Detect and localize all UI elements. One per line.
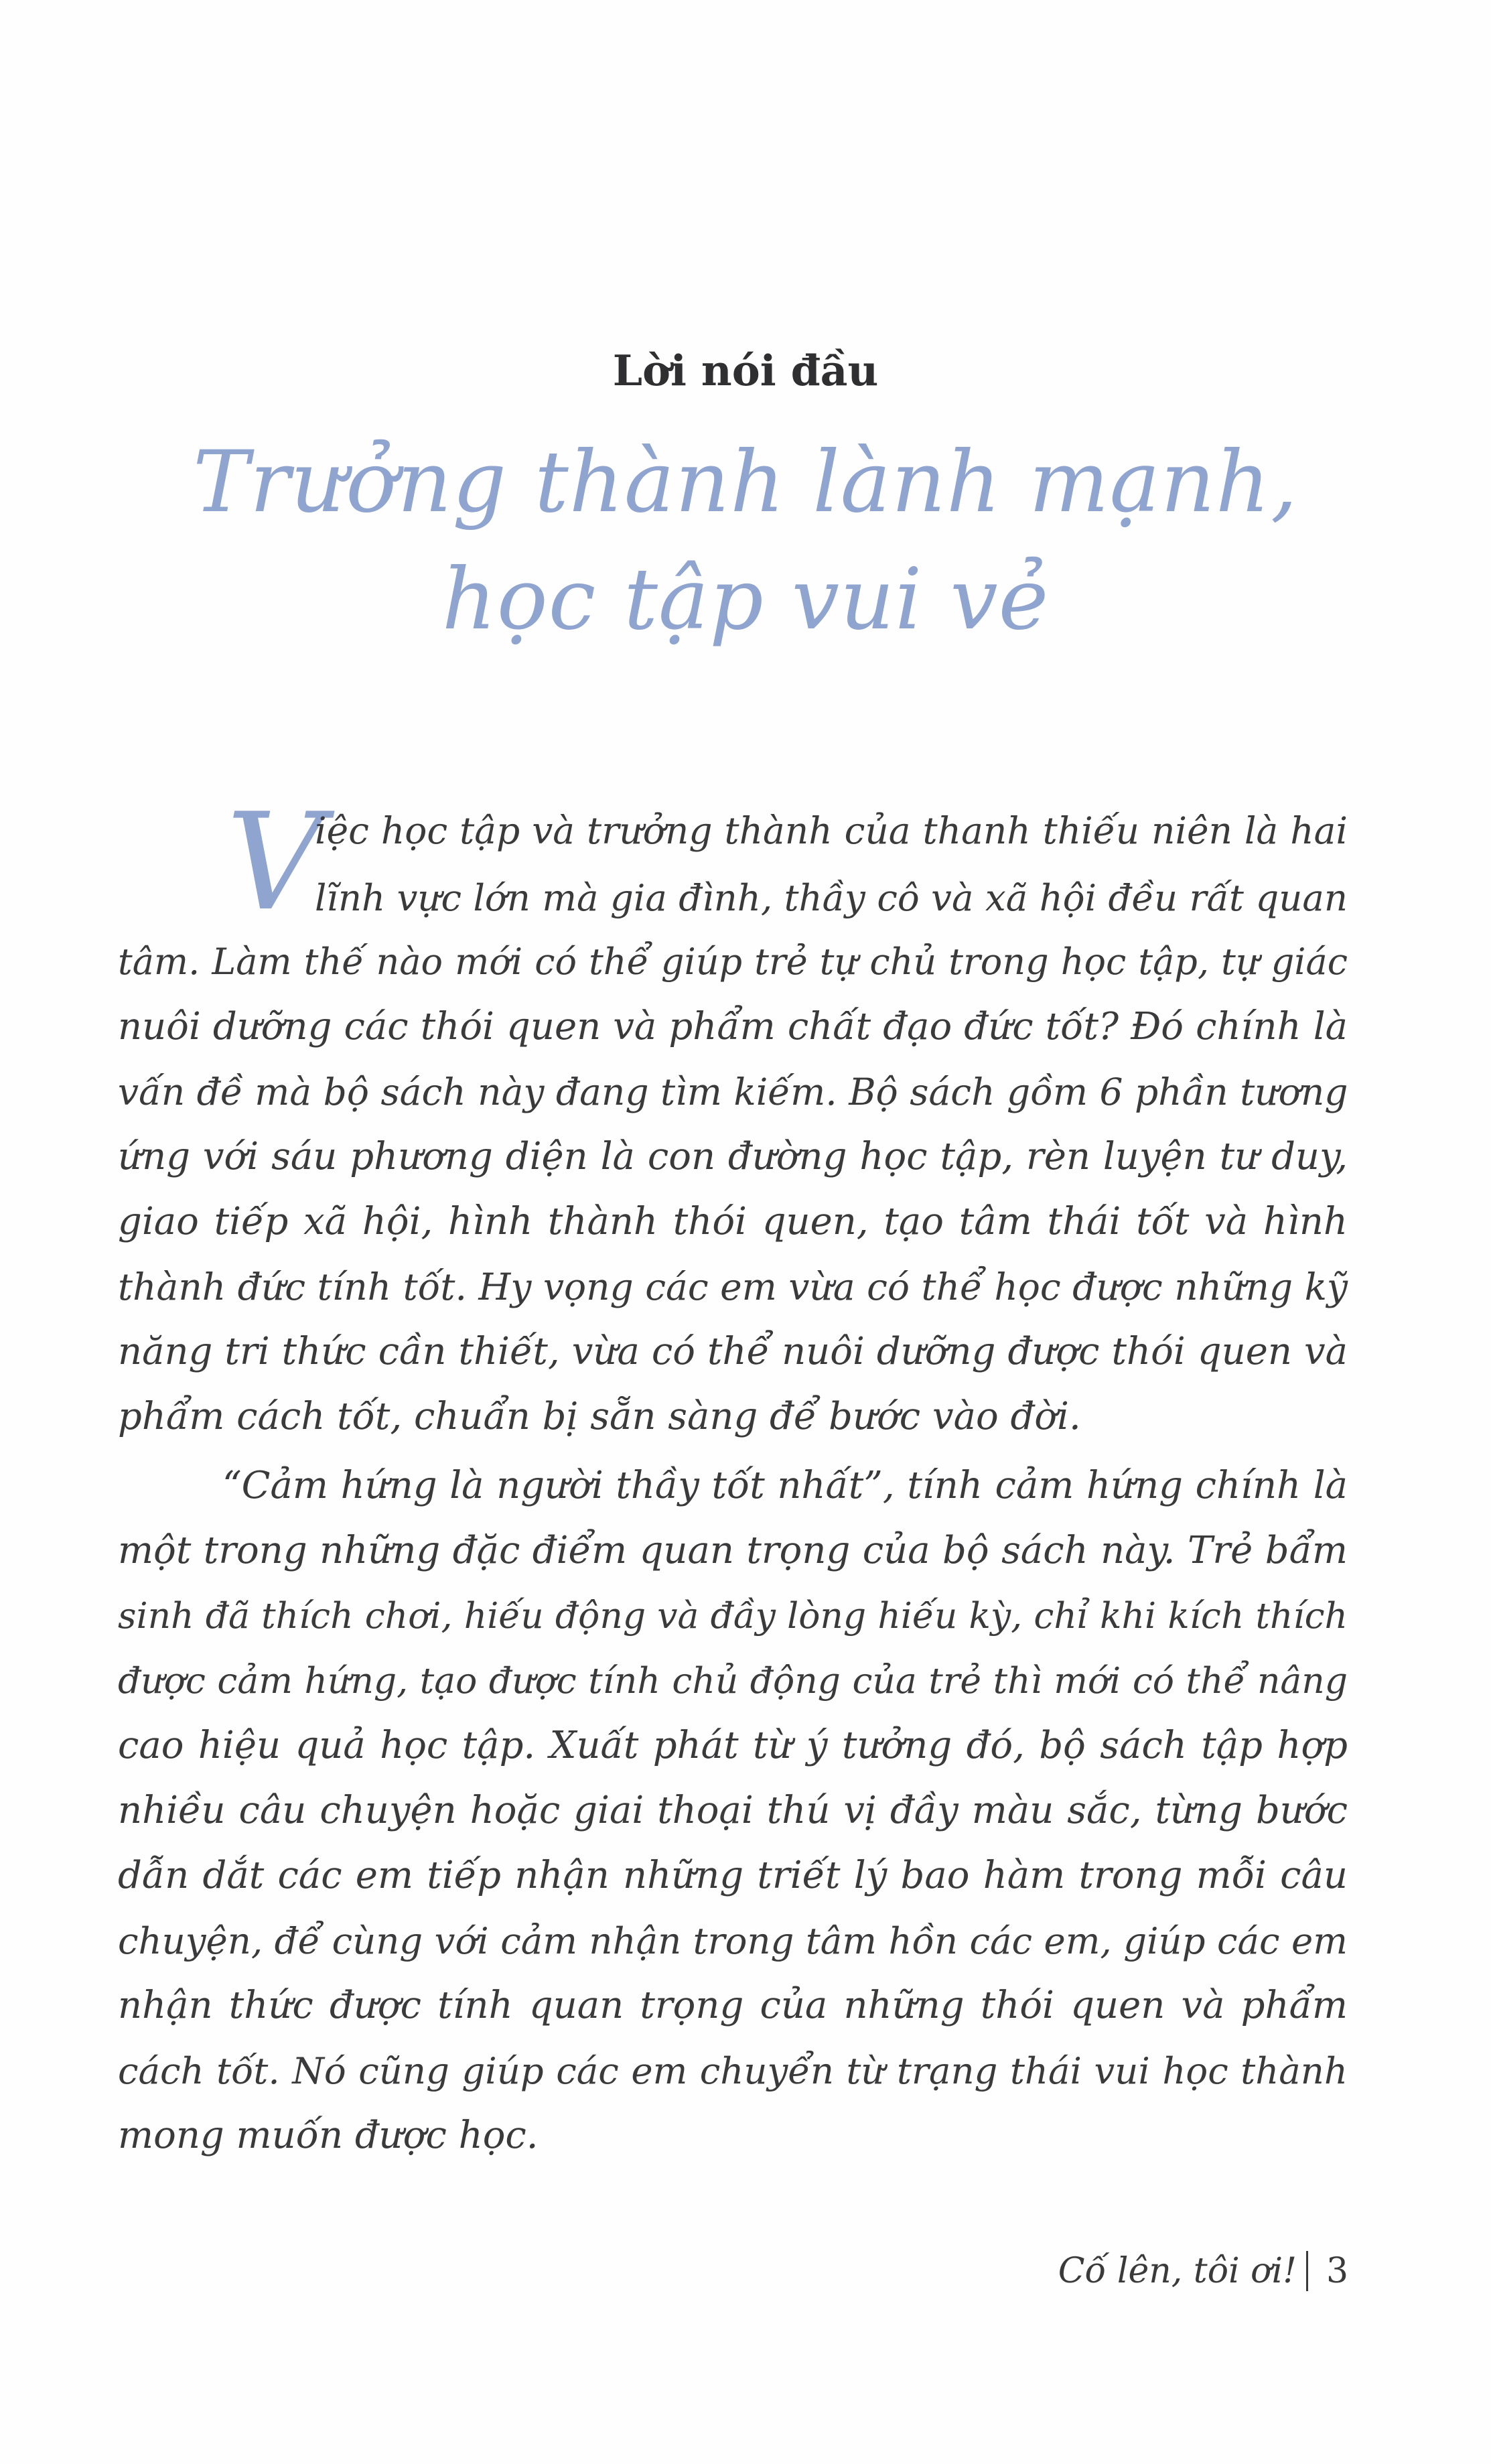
page-number: 3: [1326, 2251, 1349, 2291]
paragraph-1-line: nuôi dưỡng các thói quen và phẩm chất đạo đức tốt? Đó chính là: [118, 1005, 1348, 1048]
paragraph-2-line: nhận thức được tính quan trọng của những thói quen và phẩm: [118, 1984, 1348, 2027]
paragraph-1-line: phẩm cách tốt, chuẩn bị sẵn sàng để bước vào đời.: [118, 1395, 1081, 1438]
running-footer-title: Cố lên, tôi ơi!: [1058, 2251, 1297, 2291]
title-line-2: học tập vui vẻ: [441, 550, 1050, 648]
paragraph-1-line: tâm. Làm thế nào mới có thể giúp trẻ tự chủ trong học tập, tự giác: [118, 941, 1348, 983]
paragraph-2-line: mong muốn được học.: [118, 2114, 539, 2157]
paragraph-1-line: năng tri thức cần thiết, vừa có thể nuôi dưỡng được thói quen và: [118, 1330, 1348, 1373]
title-line-1: Trưởng thành lành mạnh,: [192, 433, 1299, 531]
paragraph-2-line: cao hiệu quả học tập. Xuất phát từ ý tưởng đó, bộ sách tập hợp: [118, 1724, 1348, 1767]
paragraph-2-line: nhiều câu chuyện hoặc giai thoại thú vị đầy màu sắc, từng bước: [118, 1789, 1348, 1832]
paragraph-1-line: thành đức tính tốt. Hy vọng các em vừa có thể học được những kỹ: [118, 1265, 1348, 1308]
drop-cap: V: [226, 784, 324, 941]
paragraph-1-line: iệc học tập và trưởng thành của thanh thiếu niên là hai: [315, 809, 1348, 852]
paragraph-2-line: “Cảm hứng là người thầy tốt nhất”, tính cảm hứng chính là: [222, 1464, 1348, 1507]
paragraph-1-line: lĩnh vực lớn mà gia đình, thầy cô và xã hội đều rất quan: [315, 876, 1348, 919]
footer-divider: [1306, 2251, 1308, 2291]
paragraph-2-line: một trong những đặc điểm quan trọng của bộ sách này. Trẻ bẩm: [118, 1529, 1348, 1572]
paragraph-2-line: dẫn dắt các em tiếp nhận những triết lý bao hàm trong mỗi câu: [118, 1854, 1348, 1897]
section-heading: Lời nói đầu: [612, 346, 879, 395]
paragraph-2-line: sinh đã thích chơi, hiếu động và đầy lòng hiếu kỳ, chỉ khi kích thích: [118, 1594, 1348, 1637]
paragraph-2-line: cách tốt. Nó cũng giúp các em chuyển từ trạng thái vui học thành: [118, 2049, 1348, 2092]
paragraph-1-line: giao tiếp xã hội, hình thành thói quen, tạo tâm thái tốt và hình: [118, 1200, 1348, 1243]
paragraph-2-line: được cảm hứng, tạo được tính chủ động của trẻ thì mới có thể nâng: [118, 1659, 1348, 1702]
paragraph-1-line: ứng với sáu phương diện là con đường học tập, rèn luyện tư duy,: [118, 1135, 1348, 1178]
paragraph-1-line: vấn đề mà bộ sách này đang tìm kiếm. Bộ sách gồm 6 phần tương: [118, 1071, 1348, 1113]
paragraph-2-line: chuyện, để cùng với cảm nhận trong tâm hồn các em, giúp các em: [118, 1919, 1348, 1962]
